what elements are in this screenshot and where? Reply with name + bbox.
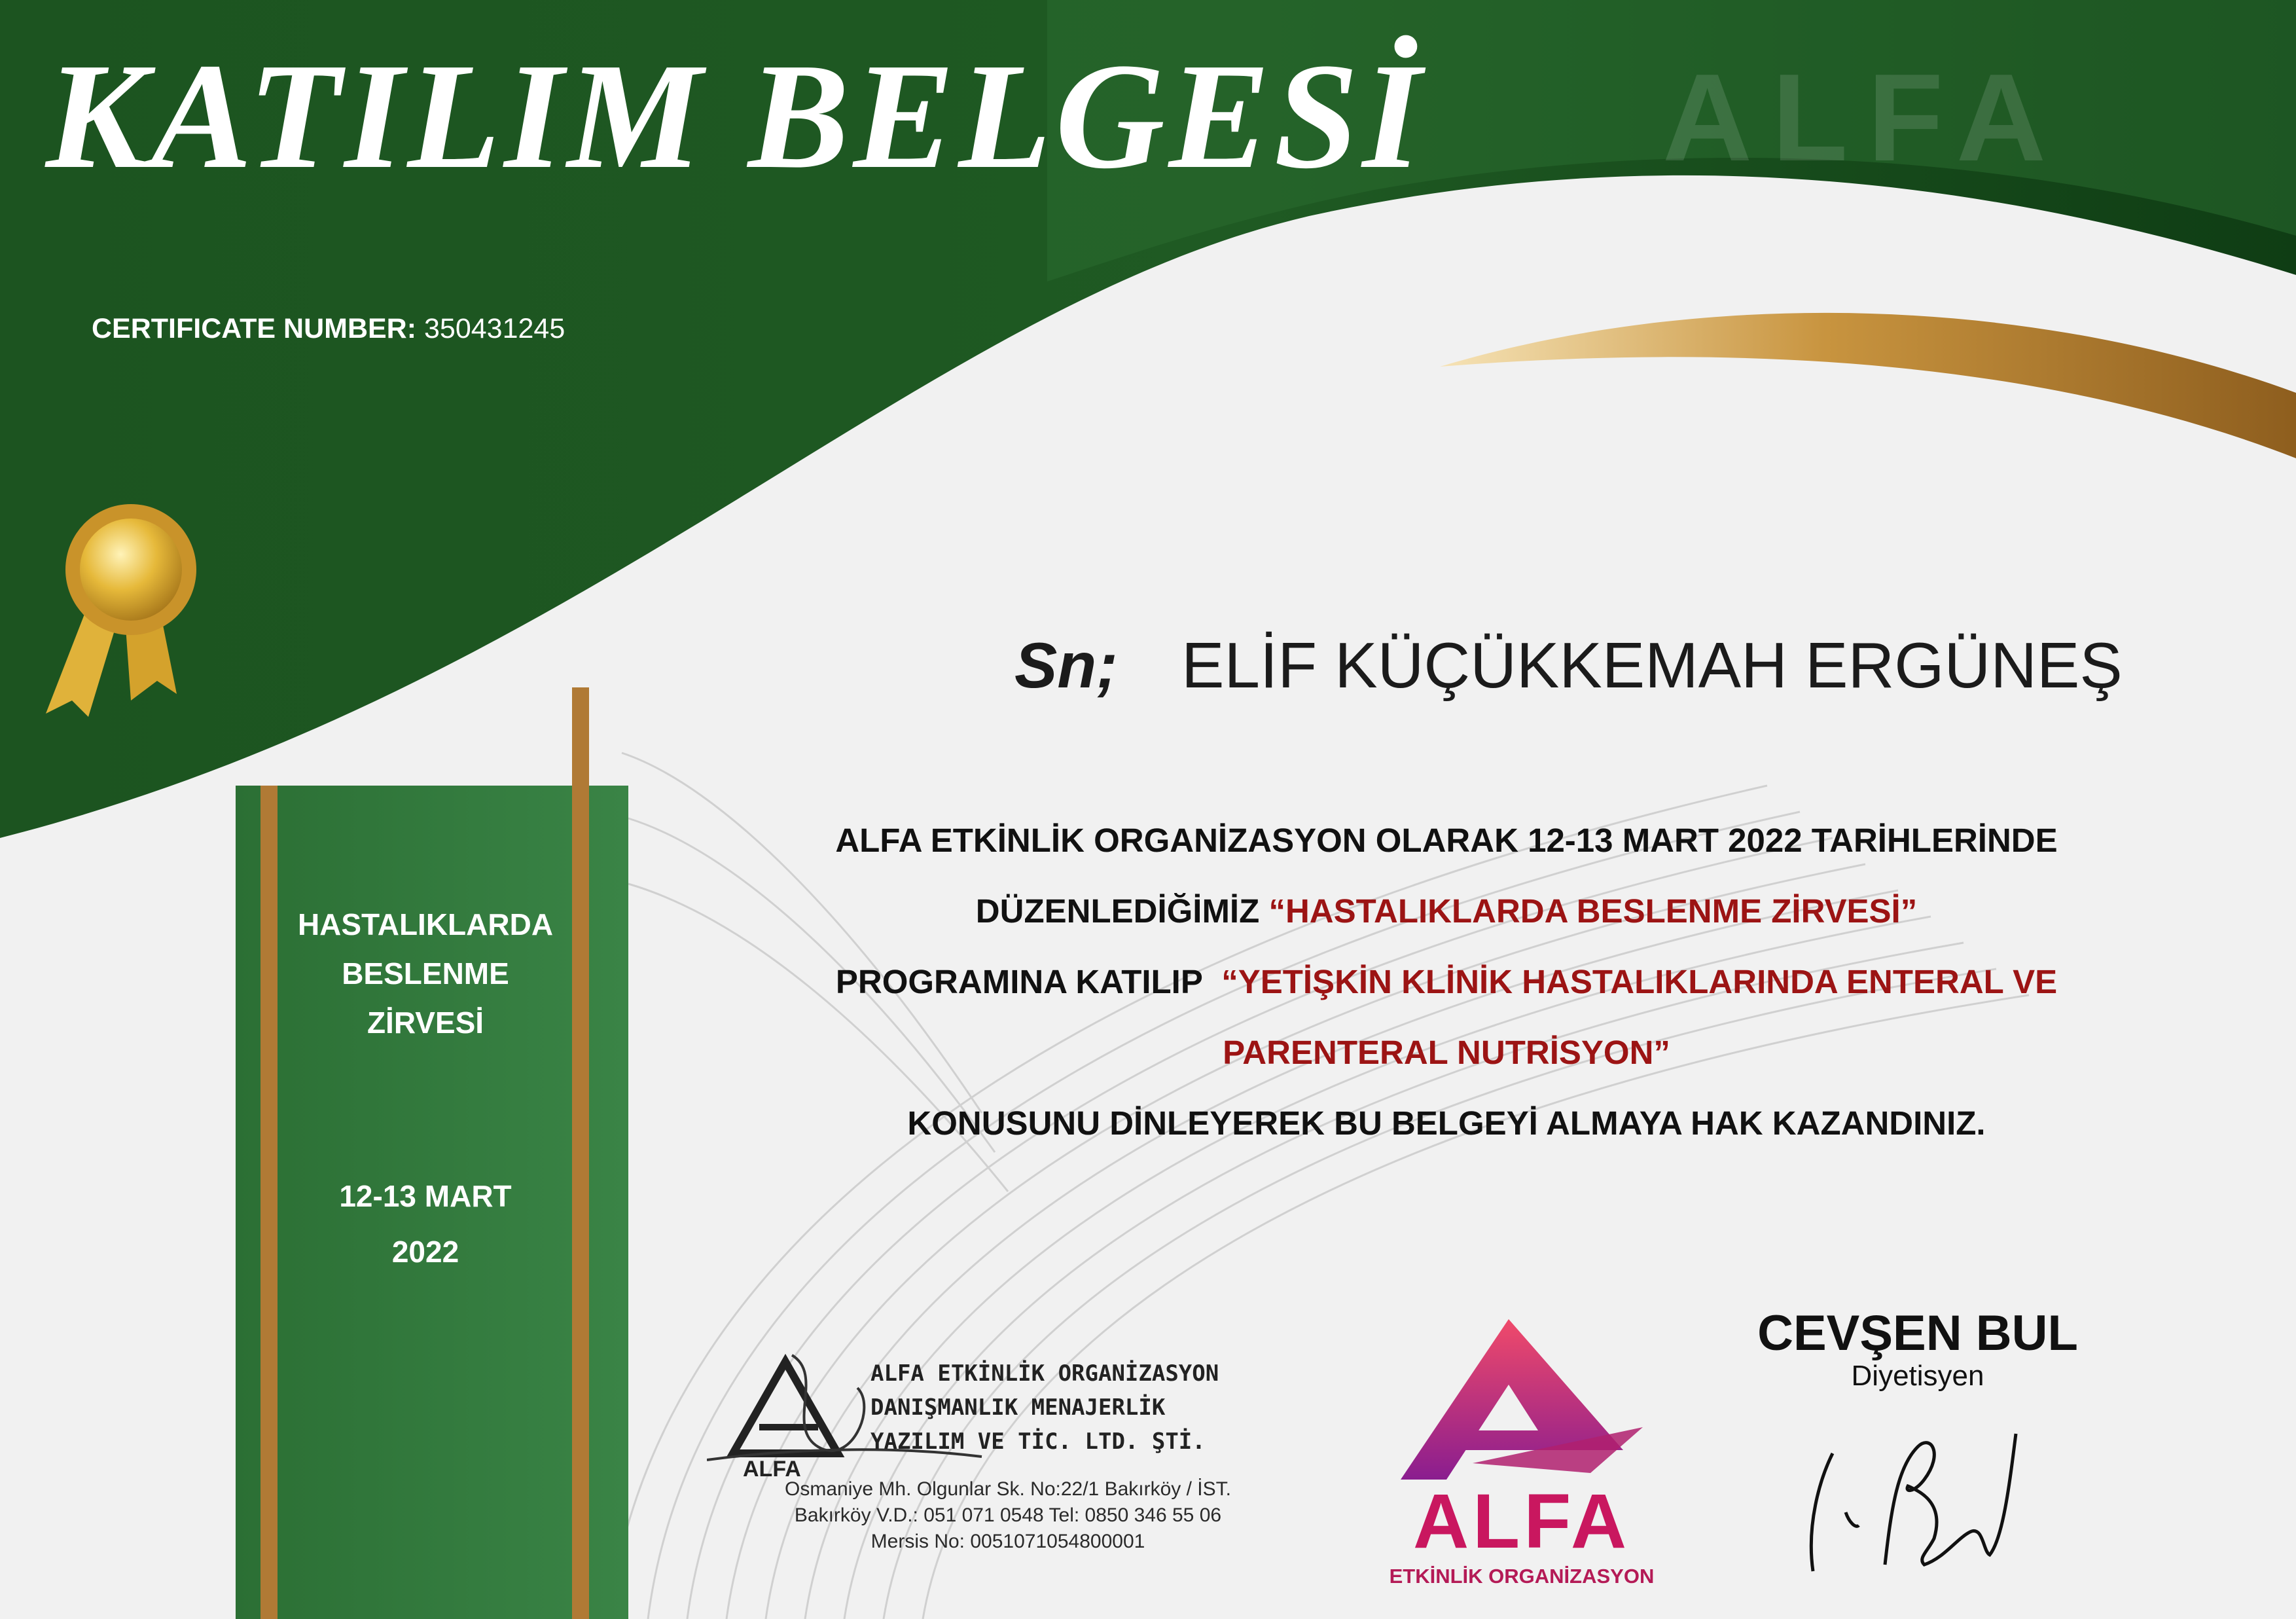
stamp-line-2: DANIŞMANLIK MENAJERLİK [870, 1394, 1166, 1421]
svg-text:ALFA: ALFA [1662, 48, 2066, 187]
sidebar-event [263, 900, 588, 1047]
body-line-3-prefix: PROGRAMINA KATILIP [835, 963, 1203, 1000]
sidebar-date [263, 1169, 588, 1280]
recipient-line [1014, 628, 2123, 702]
signer-block [1715, 1306, 2121, 1392]
signature-image [1793, 1408, 2068, 1578]
topic-line-1: “YETİŞKİN KLİNİK HASTALIKLARINDA ENTERAL VE [1221, 963, 2058, 1000]
certificate-number [92, 313, 565, 345]
alfa-wordmark: ALFA [1412, 1478, 1631, 1565]
certificate-body [720, 805, 2173, 1159]
alfa-tagline: ETKİNLİK ORGANİZASYON [1389, 1565, 1655, 1588]
stamp-line-1: ALFA ETKİNLİK ORGANİZASYON [870, 1360, 1219, 1387]
sidebar-date-line-2: 2022 [391, 1235, 459, 1269]
recipient-name: ELİF KÜÇÜKKEMAH ERGÜNEŞ [1181, 629, 2123, 701]
body-line-5: KONUSUNU DİNLEYEREK BU BELGEYİ ALMAYA HAK KAZANDINIZ. [907, 1104, 1986, 1142]
event-name: “HASTALIKLARDA BESLENME ZİRVESİ” [1268, 892, 1918, 930]
svg-text:ALFA: ALFA [743, 1457, 801, 1482]
stamp-address [733, 1476, 1283, 1555]
stamp-address-1: Osmaniye Mh. Olgunlar Sk. No:22/1 Bakırköy / İST. [785, 1478, 1231, 1500]
sidebar-event-line-3: ZİRVESİ [367, 1006, 484, 1040]
certificate-number-label: CERTIFICATE NUMBER: [92, 313, 417, 344]
body-line-1: ALFA ETKİNLİK ORGANİZASYON OLARAK 12-13 MART 2022 TARİHLERİNDE [835, 822, 2058, 859]
body-line-3 [720, 947, 2173, 1017]
signer-name: CEVŞEN BUL [1757, 1305, 2078, 1361]
company-stamp [707, 1349, 1283, 1565]
sidebar-event-line-1: HASTALIKLARDA [297, 907, 554, 941]
stamp-address-3: Mersis No: 0051071054800001 [870, 1531, 1145, 1552]
sidebar-event-line-2: BESLENME [342, 956, 509, 991]
sidebar-date-line-1: 12-13 MART [339, 1179, 512, 1213]
alfa-triangle-logo-icon [1374, 1309, 1669, 1493]
body-line-2-prefix: DÜZENLEDİĞİMİZ [975, 892, 1260, 930]
signer-title: Diyetisyen [1851, 1359, 1984, 1392]
salutation: Sn; [1014, 629, 1118, 701]
stamp-company [870, 1356, 1283, 1459]
body-line-2 [720, 876, 2173, 947]
alfa-logo [1374, 1309, 1669, 1597]
certificate-title: KATILIM BELGESİ [46, 32, 1426, 200]
certificate-number-value: 350431245 [424, 313, 565, 344]
stamp-address-2: Bakırköy V.D.: 051 071 0548 Tel: 0850 346 55 06 [794, 1504, 1222, 1526]
topic-line-2: PARENTERAL NUTRİSYON” [1223, 1034, 1670, 1071]
stamp-line-3: YAZILIM VE TİC. LTD. ŞTİ. [870, 1428, 1206, 1455]
